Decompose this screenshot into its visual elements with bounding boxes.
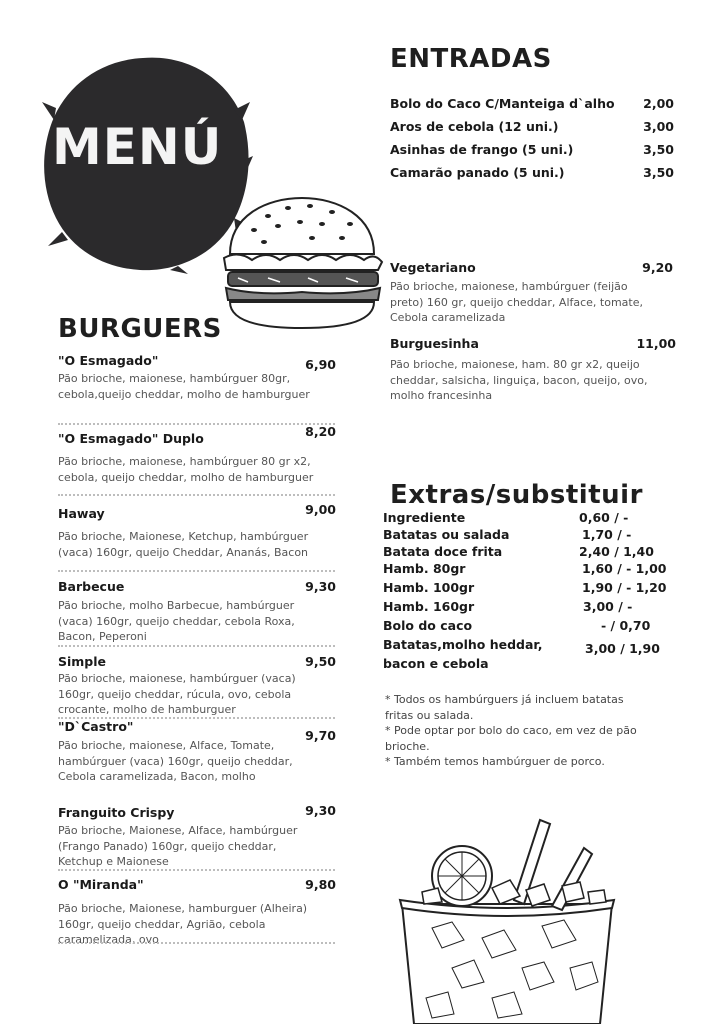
burger-description: Pão brioche, Maionese, Ketchup, hambúrguer (vaca) 160gr, queijo Cheddar, Ananás, Bacon (58, 530, 309, 559)
burger-name: "O Esmagado" Duplo (58, 431, 204, 446)
burger-name: Vegetariano (390, 260, 476, 275)
extra-name: Hamb. 160gr (383, 599, 475, 614)
burger-price: 9,50 (305, 654, 336, 669)
burger-description: Pão brioche, maionese, hambúrguer 80 gr x2, cebola, queijo cheddar, molho de hamburguer (58, 455, 314, 484)
extra-price: 1,70 / - (582, 527, 632, 542)
extra-name: Hamb. 80gr (383, 561, 466, 576)
entrada-name: Camarão panado (5 uni.) (390, 165, 565, 180)
divider (58, 645, 335, 647)
burger-name: Haway (58, 506, 105, 521)
burger-item (58, 579, 336, 643)
burger-price: 6,90 (305, 357, 336, 372)
extra-price: 2,40 / 1,40 (579, 544, 654, 559)
entrada-price: 3,00 (643, 119, 674, 134)
page-title: MENÚ (52, 118, 223, 176)
burger-illustration-icon (218, 192, 386, 332)
entrada-row (390, 119, 674, 137)
burger-description: Pão brioche, maionese, Alface, Tomate, hambúrguer (vaca) 160gr, queijo cheddar, Cebola caramelizada, Bacon, molho (58, 739, 293, 783)
burger-item (58, 719, 336, 783)
burgers-heading: BURGUERS (58, 314, 222, 344)
burger-description: Pão brioche, maionese, hambúrguer (vaca) 160gr, queijo cheddar, rúcula, ovo, cebola crocante, molho de hamburguer (58, 672, 296, 716)
divider (58, 869, 335, 871)
burger-price: 9,30 (305, 803, 336, 818)
burger-name: Franguito Crispy (58, 805, 175, 820)
burger-item (58, 654, 336, 718)
entrada-row (390, 165, 674, 183)
entrada-price: 3,50 (643, 165, 674, 180)
note-text: * Pode optar por bolo do caco, em vez de pão brioche. (385, 724, 637, 753)
extra-price: 0,60 / - (579, 510, 629, 525)
note-text: * Também temos hambúrguer de porco. (385, 755, 605, 768)
burger-description: Pão brioche, maionese, ham. 80 gr x2, queijo cheddar, salsicha, linguiça, bacon, queijo, ovo, molho francesinha (390, 358, 648, 402)
burger-description: Pão brioche, molho Barbecue, hambúrguer (vaca) 160gr, queijo cheddar, cebola Roxa, Bacon, Peperoni (58, 599, 295, 643)
burger-item (390, 260, 673, 326)
extra-name: Ingrediente (383, 510, 466, 525)
burger-price: 11,00 (636, 336, 676, 351)
extras-heading: Extras/substituir (390, 480, 643, 510)
burger-name: "D`Castro" (58, 719, 134, 734)
entrada-price: 2,00 (643, 96, 674, 111)
extra-price: 1,60 / - 1,00 (582, 561, 667, 576)
entrada-row (390, 96, 674, 114)
burger-description: Pão brioche, maionese, hambúrguer (feijão preto) 160 gr, queijo cheddar, Alface, tomate, Cebola caramelizada (390, 280, 643, 324)
extra-name: Bolo do caco (383, 618, 473, 633)
entrada-row (390, 142, 674, 160)
burger-item (58, 803, 336, 867)
divider (58, 942, 335, 944)
extra-price: 3,00 / 1,90 (585, 641, 660, 656)
extra-price: - / 0,70 (601, 618, 651, 633)
burger-price: 9,30 (305, 579, 336, 594)
burger-price: 9,70 (305, 728, 336, 743)
entrada-name: Aros de cebola (12 uni.) (390, 119, 559, 134)
burger-item (390, 336, 676, 402)
burger-price: 9,00 (305, 502, 336, 517)
extra-name: Batatas ou salada (383, 527, 510, 542)
burger-name: O "Miranda" (58, 877, 144, 892)
extra-name: Batata doce frita (383, 544, 503, 559)
extra-price: 3,00 / - (583, 599, 633, 614)
burger-price: 8,20 (305, 424, 336, 439)
extra-price: 1,90 / - 1,20 (582, 580, 667, 595)
burger-name: "O Esmagado" (58, 353, 159, 368)
burger-item (58, 502, 336, 562)
burger-name: Burguesinha (390, 336, 479, 351)
entradas-heading: ENTRADAS (390, 44, 552, 74)
burger-name: Simple (58, 654, 107, 669)
entrada-price: 3,50 (643, 142, 674, 157)
burger-item (58, 353, 336, 403)
extra-name-line2: bacon e cebola (383, 656, 489, 671)
burger-description: Pão brioche, Maionese, hamburguer (Alheira) 160gr, queijo cheddar, Agrião, cebola caramelizada, ovo (58, 902, 308, 946)
entrada-name: Bolo do Caco C/Manteiga d`alho (390, 96, 615, 111)
burger-item (58, 877, 336, 946)
burger-price: 9,80 (305, 877, 336, 892)
burger-name: Barbecue (58, 579, 125, 594)
note-text: * Todos os hambúrguers já incluem batatas fritas ou salada. (385, 693, 624, 722)
burger-item (58, 424, 336, 488)
burger-price: 9,20 (642, 260, 673, 275)
entrada-name: Asinhas de frango (5 uni.) (390, 142, 574, 157)
burger-description: Pão brioche, maionese, hambúrguer 80gr, cebola,queijo cheddar, molho de hamburguer (58, 372, 310, 401)
drink-illustration-icon (392, 818, 622, 1024)
burger-description: Pão brioche, Maionese, Alface, hambúrguer (Frango Panado) 160gr, queijo cheddar, Ketchup e Maionese (58, 824, 298, 868)
divider (58, 570, 335, 572)
extra-name: Hamb. 100gr (383, 580, 475, 595)
divider (58, 494, 335, 496)
extra-name: Batatas,molho heddar, (383, 637, 543, 652)
